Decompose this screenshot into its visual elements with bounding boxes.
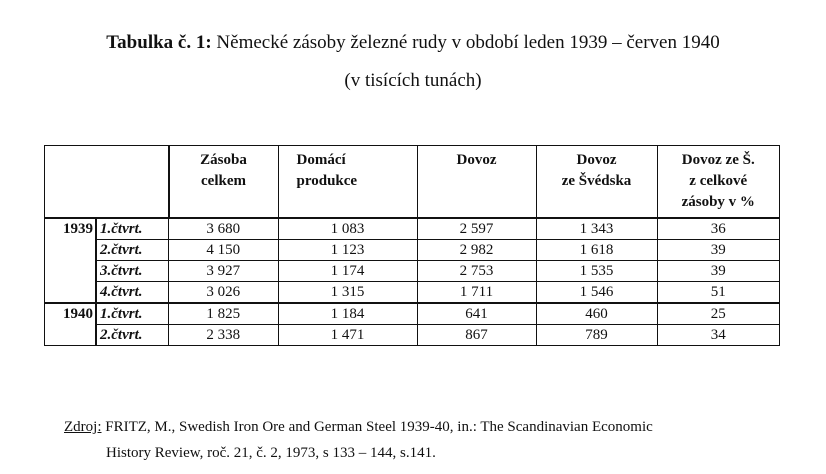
value-cell: 39 [657, 240, 780, 261]
source-label: Zdroj: [64, 419, 102, 435]
source-note [64, 414, 824, 461]
quarter-cell: 1.čtvrt. [96, 303, 169, 325]
caption-unit: (v tisících tunách) [344, 70, 482, 91]
source-line-1: FRITZ, M., Swedish Iron Ore and German Steel 1939-40, in.: The Scandinavian Economic [101, 419, 653, 435]
header-sweden-share: Dovoz ze Š. z celkové zásoby v % [657, 146, 780, 219]
caption-text: Německé zásoby železné rudy v období leden 1939 – červen 1940 [211, 32, 720, 53]
value-cell: 1 174 [278, 261, 417, 282]
header-import-sweden: Dovoz ze Švédska [536, 146, 657, 219]
value-cell: 1 535 [536, 261, 657, 282]
value-cell: 1 471 [278, 325, 417, 346]
value-cell: 460 [536, 303, 657, 325]
value-cell: 3 026 [169, 282, 279, 304]
value-cell: 1 618 [536, 240, 657, 261]
quarter-cell: 4.čtvrt. [96, 282, 169, 304]
value-cell: 4 150 [169, 240, 279, 261]
value-cell: 39 [657, 261, 780, 282]
value-cell: 2 597 [417, 218, 536, 240]
table-row [45, 261, 780, 282]
value-cell: 641 [417, 303, 536, 325]
value-cell: 1 315 [278, 282, 417, 304]
value-cell: 51 [657, 282, 780, 304]
header-row [45, 146, 780, 219]
value-cell: 25 [657, 303, 780, 325]
iron-ore-table [44, 145, 780, 346]
source-line-2: History Review, roč. 21, č. 2, 1973, s 133 – 144, s.141. [106, 445, 436, 461]
table-row [45, 325, 780, 346]
value-cell: 1 711 [417, 282, 536, 304]
value-cell: 1 123 [278, 240, 417, 261]
year-cell: 1939 [45, 218, 97, 303]
quarter-cell: 3.čtvrt. [96, 261, 169, 282]
value-cell: 1 825 [169, 303, 279, 325]
value-cell: 1 083 [278, 218, 417, 240]
table-caption [0, 32, 826, 54]
value-cell: 2 753 [417, 261, 536, 282]
value-cell: 3 927 [169, 261, 279, 282]
value-cell: 1 184 [278, 303, 417, 325]
value-cell: 2 338 [169, 325, 279, 346]
value-cell: 1 343 [536, 218, 657, 240]
header-domestic-production: Domácí produkce [278, 146, 417, 219]
table-row [45, 218, 780, 240]
table-row [45, 303, 780, 325]
header-import: Dovoz [417, 146, 536, 219]
value-cell: 34 [657, 325, 780, 346]
value-cell: 3 680 [169, 218, 279, 240]
caption-label: Tabulka č. 1: [106, 32, 212, 53]
value-cell: 789 [536, 325, 657, 346]
value-cell: 867 [417, 325, 536, 346]
header-total-stock: Zásoba celkem [169, 146, 279, 219]
quarter-cell: 1.čtvrt. [96, 218, 169, 240]
value-cell: 2 982 [417, 240, 536, 261]
quarter-cell: 2.čtvrt. [96, 325, 169, 346]
quarter-cell: 2.čtvrt. [96, 240, 169, 261]
value-cell: 36 [657, 218, 780, 240]
value-cell: 1 546 [536, 282, 657, 304]
table-row [45, 240, 780, 261]
table-row [45, 282, 780, 304]
header-corner [45, 146, 169, 219]
year-cell: 1940 [45, 303, 97, 346]
